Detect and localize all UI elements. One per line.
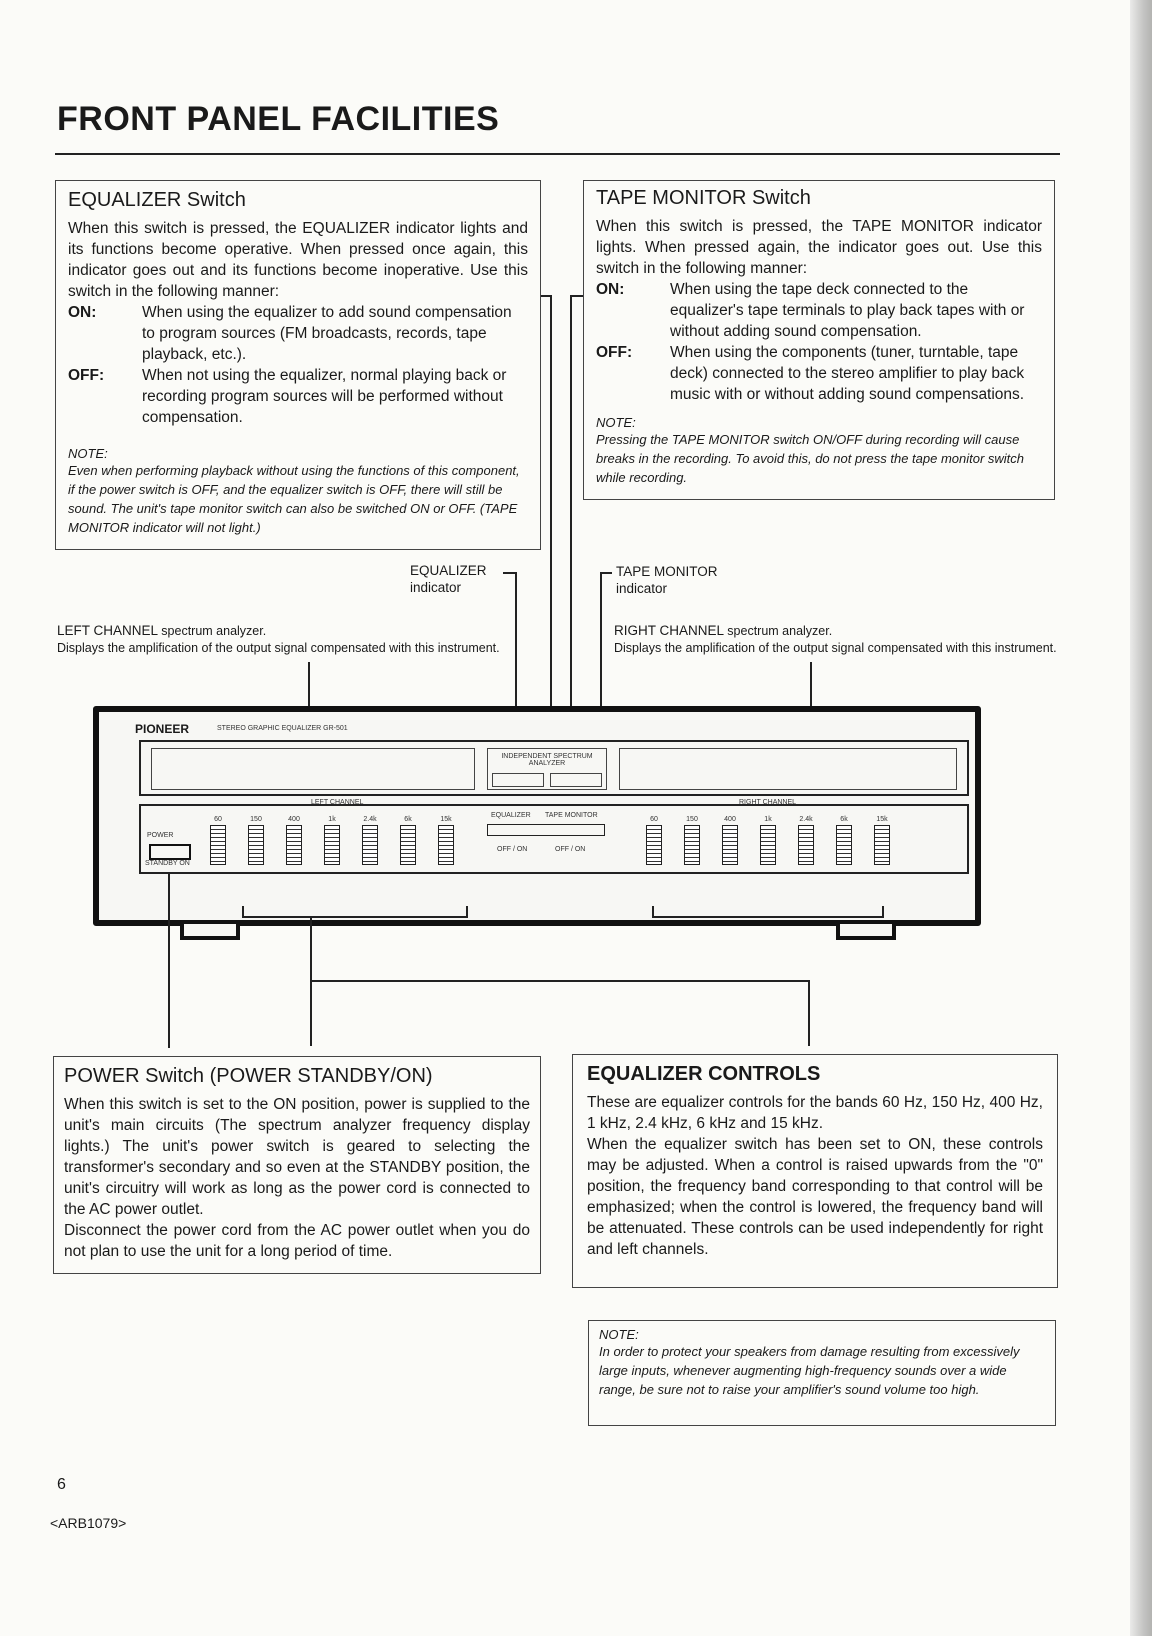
tape-off-row (596, 342, 1042, 405)
power-switch[interactable] (149, 844, 191, 860)
note-text: Pressing the TAPE MONITOR switch ON/OFF during recording will cause breaks in the recording. To avoid this, do not press the tape monitor switch while recording. (596, 432, 1025, 485)
slider-track (324, 825, 340, 865)
brand-logo: PIONEER (135, 722, 190, 736)
page-number: 6 (57, 1476, 66, 1493)
band-label: 60 (214, 816, 222, 823)
channel-desc: Displays the amplification of the output signal compensated with this instrument. (614, 641, 1057, 655)
tape-monitor-switch-section (583, 180, 1055, 500)
slider-track (836, 825, 852, 865)
controls-leader-v (808, 980, 810, 1046)
tape-monitor-heading: TAPE MONITOR Switch (596, 187, 811, 209)
right-slider-150[interactable] (677, 816, 707, 866)
page-title: FRONT PANEL FACILITIES (57, 100, 500, 138)
channel-name: LEFT CHANNEL (57, 623, 158, 638)
callout-line-1: TAPE MONITOR (616, 564, 718, 579)
equalizer-switch-heading: EQUALIZER Switch (68, 189, 246, 211)
slider-track (362, 825, 378, 865)
power-switch-text-2: Disconnect the power cord from the AC power outlet when you do not plan to use the unit for a long period of time. (64, 1222, 530, 1260)
off-text: When using the components (tuner, turntable, tape deck) connected to the stereo amplifier to play back music with or without adding sound compensations. (670, 344, 1025, 403)
display-window (139, 740, 969, 796)
equalizer-switch-intro: When this switch is pressed, the EQUALIZER indicator lights and its functions become operative. When pressed once again, this indicator goes out and its functions become inoperative. Use this switch in the following manner: (68, 220, 528, 300)
slider-track (248, 825, 264, 865)
slider-track (684, 825, 700, 865)
callout-line-2: indicator (616, 581, 668, 596)
right-slider-15k[interactable] (867, 816, 897, 866)
slider-track (874, 825, 890, 865)
channel-suffix: spectrum analyzer. (161, 624, 267, 638)
left-slider-15k[interactable] (431, 816, 461, 866)
right-slider-1k[interactable] (753, 816, 783, 866)
off-text: When not using the equalizer, normal playing back or recording program sources will be performed without compensation. (142, 367, 507, 426)
band-label: 15k (876, 816, 888, 823)
right-slider-bank (639, 816, 919, 866)
band-label: 150 (686, 816, 698, 823)
note-label: NOTE: (68, 446, 108, 461)
band-label: 150 (250, 816, 262, 823)
right-foot (836, 920, 896, 940)
band-label: 6k (404, 816, 412, 823)
equalizer-front-panel (93, 706, 981, 926)
band-label: 1k (328, 816, 336, 823)
note-text: Even when performing playback without using the functions of this component, if the power switch is OFF, and the equalizer switch is OFF, there will still be sound. The unit's tape monitor switch can also be switched ON or OFF. (TAPE MONITOR indicator will not light.) (68, 463, 520, 535)
right-channel-title (614, 622, 1064, 640)
callout-line-2: indicator (410, 580, 462, 595)
model-text: STEREO GRAPHIC EQUALIZER GR-501 (217, 725, 348, 732)
slider-track (438, 825, 454, 865)
slider-track (798, 825, 814, 865)
band-label: 15k (440, 816, 452, 823)
tape-on-row (596, 279, 1042, 342)
channel-suffix: spectrum analyzer. (727, 624, 833, 638)
left-slider-6k[interactable] (393, 816, 423, 866)
center-panel (487, 748, 607, 790)
right-channel-callout (614, 622, 1064, 657)
right-slider-2.4k[interactable] (791, 816, 821, 866)
equalizer-controls-heading: EQUALIZER CONTROLS (587, 1063, 821, 1085)
off-on-left: OFF / ON (497, 846, 528, 853)
tape-monitor-button-label: TAPE MONITOR (545, 812, 598, 819)
equalizer-controls-text-2: When the equalizer switch has been set to ON, these controls may be adjusted. When a control is raised upwards from the "0" position, the frequency band corresponding to that control will be emphasized; when the control is lowered, the frequency band will be attenuated. These controls can be used independently for right and left channels. (587, 1136, 1043, 1258)
switch-buttons[interactable] (487, 824, 605, 836)
equalizer-leader-line (550, 295, 552, 740)
equalizer-off-row (68, 365, 528, 428)
equalizer-controls-text: These are equalizer controls for the bands 60 Hz, 150 Hz, 400 Hz, 1 kHz, 2.4 kHz, 6 kHz and 15 kHz. (587, 1094, 1043, 1132)
bottom-note (588, 1320, 1056, 1426)
slider-track (400, 825, 416, 865)
on-key: ON: (68, 304, 97, 321)
right-slider-400[interactable] (715, 816, 745, 866)
left-slider-2.4k[interactable] (355, 816, 385, 866)
left-channel-callout (57, 622, 512, 657)
off-key: OFF: (68, 367, 105, 384)
controls-leader-h (310, 980, 810, 982)
equalizer-leader-tick (541, 295, 551, 297)
left-channel-title (57, 622, 512, 640)
power-switch-text: When this switch is set to the ON position, power is supplied to the unit's main circuits (The spectrum analyzer frequency display lights.) The unit's power switch is geared to selecting the transformer's secondary and so even at the STANDBY position, the unit's circuitry will work as long as the power cord is connected to the AC power outlet. (64, 1096, 530, 1218)
slider-track (210, 825, 226, 865)
slider-track (286, 825, 302, 865)
on-key: ON: (596, 281, 625, 298)
power-states: STANDBY ON (145, 860, 190, 867)
note-label: NOTE: (596, 415, 636, 430)
tape-monitor-leader-tick (570, 295, 583, 297)
power-switch-section (53, 1056, 541, 1274)
equalizer-controls-section (572, 1054, 1058, 1288)
band-label: 2.4k (363, 816, 377, 823)
on-text: When using the equalizer to add sound compensation to program sources (FM broadcasts, records, tape playback, etc.). (142, 304, 512, 363)
off-key: OFF: (596, 344, 633, 361)
callout-line-1: EQUALIZER (410, 563, 487, 578)
note-text: In order to protect your speakers from damage resulting from excessively large inputs, whenever augmenting high-frequency sounds over a wide range, be sure not to raise your amplifier's sound volume too high. (599, 1344, 1020, 1397)
note-label: NOTE: (599, 1327, 639, 1342)
tm-indicator-tick (600, 572, 612, 574)
control-section (139, 804, 969, 874)
right-spectrum-display (619, 748, 957, 790)
channel-desc: Displays the amplification of the output signal compensated with this instrument. (57, 641, 500, 655)
left-slider-150[interactable] (241, 816, 271, 866)
title-rule (55, 153, 1060, 155)
right-slider-60[interactable] (639, 816, 669, 866)
on-text: When using the tape deck connected to the equalizer's tape terminals to play back tapes with or without adding sound compensation. (670, 281, 1025, 340)
slider-track (760, 825, 776, 865)
band-label: 400 (724, 816, 736, 823)
left-slider-bank (203, 816, 483, 866)
left-foot (180, 920, 240, 940)
power-label: POWER (147, 832, 174, 839)
equalizer-indicator-callout (410, 562, 487, 596)
scan-edge-shadow (1130, 0, 1152, 1636)
equalizer-button-label: EQUALIZER (491, 812, 531, 819)
eq-indicator-tick (503, 572, 517, 574)
off-on-right: OFF / ON (555, 846, 586, 853)
band-label: 1k (764, 816, 772, 823)
slider-track (646, 825, 662, 865)
channel-name: RIGHT CHANNEL (614, 623, 724, 638)
equalizer-indicator (492, 773, 544, 787)
band-label: 400 (288, 816, 300, 823)
left-channel-label: LEFT CHANNEL (311, 799, 364, 806)
equalizer-on-row (68, 302, 528, 365)
band-label: 6k (840, 816, 848, 823)
center-label: INDEPENDENT SPECTRUM ANALYZER (501, 753, 593, 767)
right-channel-label: RIGHT CHANNEL (739, 799, 797, 806)
left-slider-400[interactable] (279, 816, 309, 866)
bracket (882, 906, 884, 918)
left-spectrum-display (151, 748, 475, 790)
equalizer-switch-section (55, 180, 541, 550)
bracket (242, 916, 468, 918)
bracket (652, 916, 884, 918)
document-code: <ARB1079> (50, 1515, 127, 1531)
left-slider-1k[interactable] (317, 816, 347, 866)
band-label: 2.4k (799, 816, 813, 823)
tape-monitor-indicator-callout (616, 563, 718, 597)
left-slider-60[interactable] (203, 816, 233, 866)
band-label: 60 (650, 816, 658, 823)
bracket (466, 906, 468, 918)
right-slider-6k[interactable] (829, 816, 859, 866)
power-switch-heading: POWER Switch (POWER STANDBY/ON) (64, 1065, 433, 1087)
tape-monitor-leader-line (570, 295, 572, 740)
slider-track (722, 825, 738, 865)
tape-monitor-indicator (550, 773, 602, 787)
tape-monitor-intro: When this switch is pressed, the TAPE MONITOR indicator lights. When pressed again, the indicator goes out. Use this switch in the following manner: (596, 218, 1042, 277)
power-switch-leader (168, 872, 170, 1048)
